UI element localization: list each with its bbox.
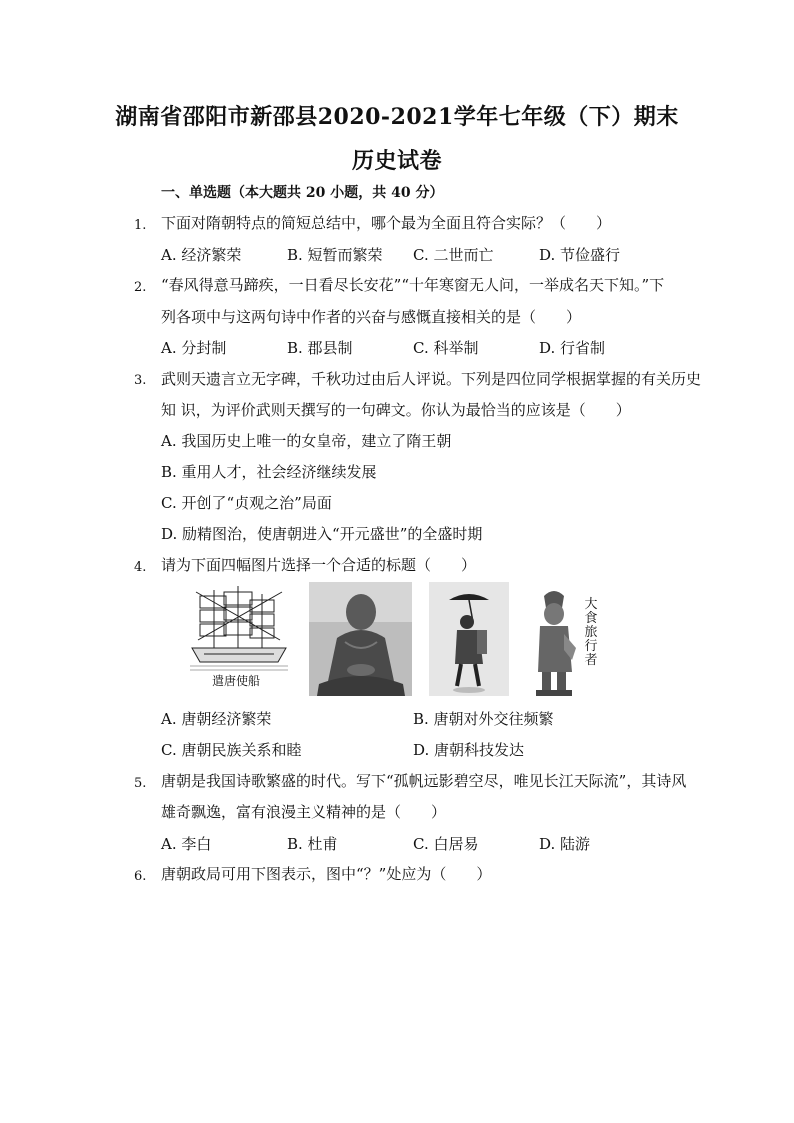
monk-statue-image — [309, 582, 412, 696]
exam-title-line1: 湖南省邵阳市新邵县2020-2021学年七年级（下）期末 — [115, 104, 679, 130]
question-4-stem: 请为下面四幅图片选择一个合适的标题（ ） — [161, 556, 477, 574]
question-5-stem-line2: 雄奇飘逸，富有浪漫主义精神的是（ ） — [161, 803, 447, 821]
monk-illustration — [309, 582, 412, 696]
question-5-number: 5. — [134, 776, 147, 791]
question-5-option-a: A. 李白 — [161, 835, 212, 853]
arab-traveler-image — [528, 584, 580, 698]
question-2-option-c: C. 科举制 — [413, 339, 479, 357]
question-1-stem: 下面对隋朝特点的简短总结中，哪个最为全面且符合实际？（ ） — [161, 214, 612, 232]
question-1-option-b: B. 短暂而繁荣 — [287, 246, 383, 264]
traveler-image — [429, 582, 509, 696]
question-5-stem-line1: 唐朝是我国诗歌繁盛的时代。写下“孤帆远影碧空尽，唯见长江天际流”，其诗风 — [161, 772, 687, 790]
question-4-option-d: D. 唐朝科技发达 — [413, 741, 525, 759]
question-3-stem-line1: 武则天遗言立无字碑，千秋功过由后人评说。下列是四位同学根据掌握的有关历史 — [161, 370, 702, 388]
question-1-option-d: D. 节俭盛行 — [539, 246, 621, 264]
question-2-number: 2. — [134, 280, 147, 295]
question-2-option-b: B. 郡县制 — [287, 339, 353, 357]
traveler-illustration — [429, 582, 509, 696]
question-5-option-d: D. 陆游 — [539, 835, 591, 853]
question-6-number: 6. — [134, 869, 147, 884]
question-3-option-c: C. 开创了“贞观之治”局面 — [161, 494, 332, 512]
question-1-option-a: A. 经济繁荣 — [161, 246, 242, 264]
exam-title-line2: 历史试卷 — [351, 148, 442, 174]
question-4-option-a: A. 唐朝经济繁荣 — [161, 710, 272, 728]
figurine-illustration — [528, 584, 580, 698]
question-2-stem-line2: 列各项中与这两句诗中作者的兴奋与感慨直接相关的是（ ） — [161, 308, 582, 326]
question-3-stem-line2: 知 识，为评价武则天撰写的一句碑文。你认为最恰当的应该是（ ） — [161, 401, 631, 419]
question-2-stem-line1: “春风得意马蹄疾，一日看尽长安花”“十年寒窗无人问，一举成名天下知。”下 — [161, 276, 665, 294]
question-3-option-b: B. 重用人才，社会经济继续发展 — [161, 463, 377, 481]
question-5-option-b: B. 杜甫 — [287, 835, 338, 853]
question-4-option-b: B. 唐朝对外交往频繁 — [413, 710, 554, 728]
question-1-number: 1. — [134, 218, 147, 233]
section-heading: 一、单选题（本大题共 20 小题，共 40 分） — [161, 185, 444, 201]
question-3-option-a: A. 我国历史上唯一的女皇帝，建立了隋王朝 — [161, 432, 452, 450]
question-3-number: 3. — [134, 373, 147, 388]
question-1-option-c: C. 二世而亡 — [413, 246, 494, 264]
question-5-option-c: C. 白居易 — [413, 835, 479, 853]
question-4-option-c: C. 唐朝民族关系和睦 — [161, 741, 302, 759]
arab-traveler-caption: 大食旅行者 — [584, 597, 598, 668]
question-2-option-d: D. 行省制 — [539, 339, 606, 357]
question-6-stem: 唐朝政局可用下图表示，图中“？”处应为（ ） — [161, 865, 492, 883]
question-2-option-a: A. 分封制 — [161, 339, 227, 357]
envoy-ship-caption: 遣唐使船 — [212, 674, 261, 688]
question-3-option-d: D. 励精图治，使唐朝进入“开元盛世”的全盛时期 — [161, 525, 483, 543]
question-4-number: 4. — [134, 560, 147, 575]
